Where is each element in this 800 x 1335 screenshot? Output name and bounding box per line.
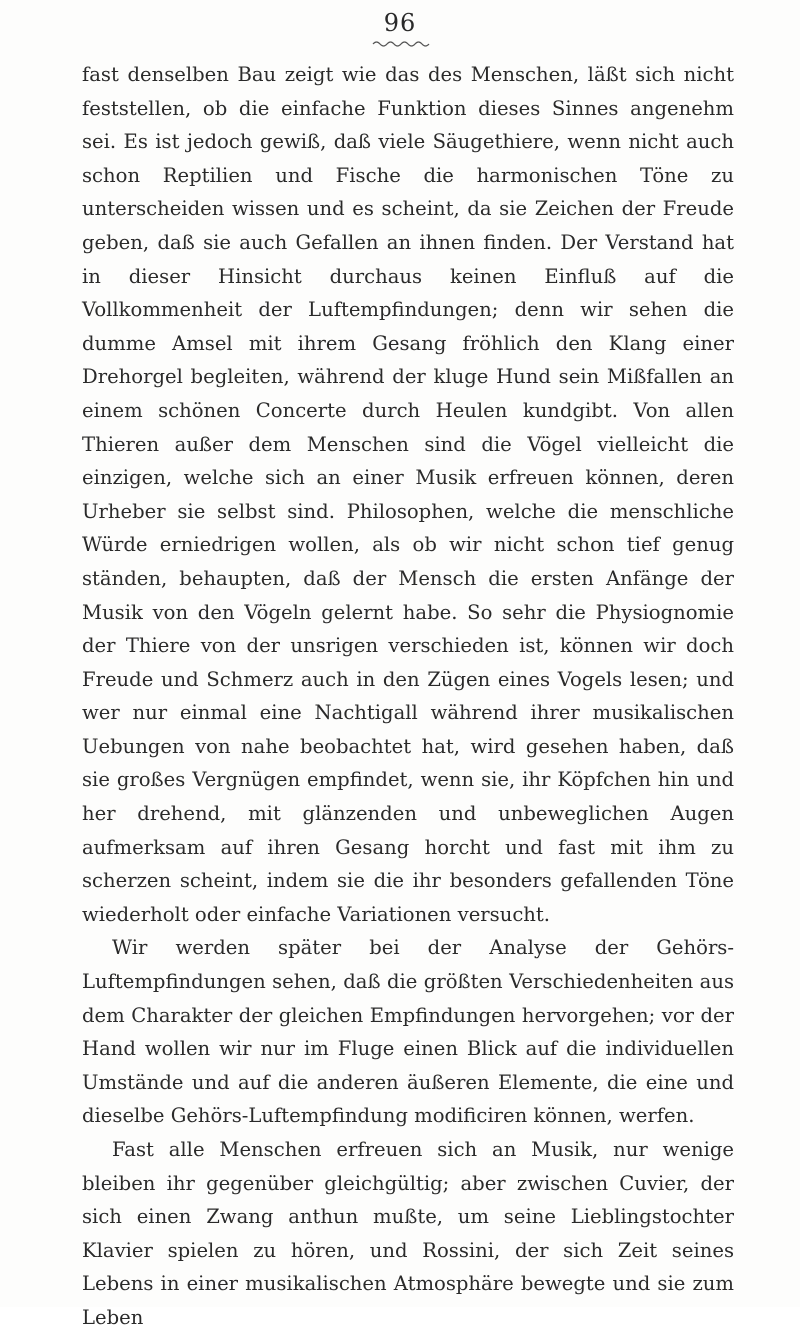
body-text — [82, 58, 734, 1335]
page-number-ornament — [372, 40, 430, 48]
paragraph-3: Fast alle Menschen erfreuen sich an Musik, nur wenige bleiben ihr gegenüber gleichgültig; aber zwischen Cuvier, der sich einen Zwang anthun mußte, um seine Lieblingstochter Klavier spielen zu hören, und Rossini, der sich Zeit seines Lebens in einer musikalischen Atmosphäre bewegte und sie zum Leben — [82, 1138, 734, 1329]
page-number: 96 — [383, 9, 417, 37]
paragraph-2: Wir werden später bei der Analyse der Gehörs-Luftempfindungen sehen, daß die größten Verschiedenheiten aus dem Charakter der gleichen Empfindungen hervorgehen; vor der Hand wollen wir nur im Fluge einen Blick auf die individuellen Umstände und auf die anderen äußeren Elemente, die eine und dieselbe Gehörs-Luftempfindung modificiren können, werfen. — [82, 936, 734, 1128]
paragraph-1: fast denselben Bau zeigt wie das des Menschen, läßt sich nicht feststellen, ob die einfache Funktion dieses Sinnes angenehm sei. Es ist jedoch gewiß, daß viele Säugethiere, wenn nicht auch schon Reptilien und Fische die harmonischen Töne zu unterscheiden wissen und es scheint, da sie Zeichen der Freude geben, daß sie auch Gefallen an ihnen finden. Der Verstand hat in dieser Hinsicht durchaus keinen Einfluß auf die Vollkommenheit der Luftempfindungen; denn wir sehen die dumme Amsel mit ihrem Gesang fröhlich den Klang einer Drehorgel begleiten, während der kluge Hund sein Mißfallen an einem schönen Concerte durch Heulen kundgibt. Von allen Thieren außer dem Menschen sind die Vögel vielleicht die einzigen, welche sich an einer Musik erfreuen können, deren Urheber sie selbst sind. Philosophen, welche die menschliche Würde erniedrigen wollen, als ob wir nicht schon tief genug ständen, behaupten, daß der Mensch die ersten Anfänge der Musik von den Vögeln gelernt habe. So sehr die Physiognomie der Thiere von der unsrigen verschieden ist, können wir doch Freude und Schmerz auch in den Zügen eines Vogels lesen; und wer nur einmal eine Nachtigall während ihrer musikalischen Uebungen von nahe beobachtet hat, wird gesehen haben, daß sie großes Vergnügen empfindet, wenn sie, ihr Köpfchen hin und her drehend, mit glänzenden und unbeweglichen Augen aufmerksam auf ihren Gesang horcht und fast mit ihm zu scherzen scheint, indem sie die ihr besonders gefallenden Töne wiederholt oder einfache Variationen versucht. — [82, 63, 734, 926]
